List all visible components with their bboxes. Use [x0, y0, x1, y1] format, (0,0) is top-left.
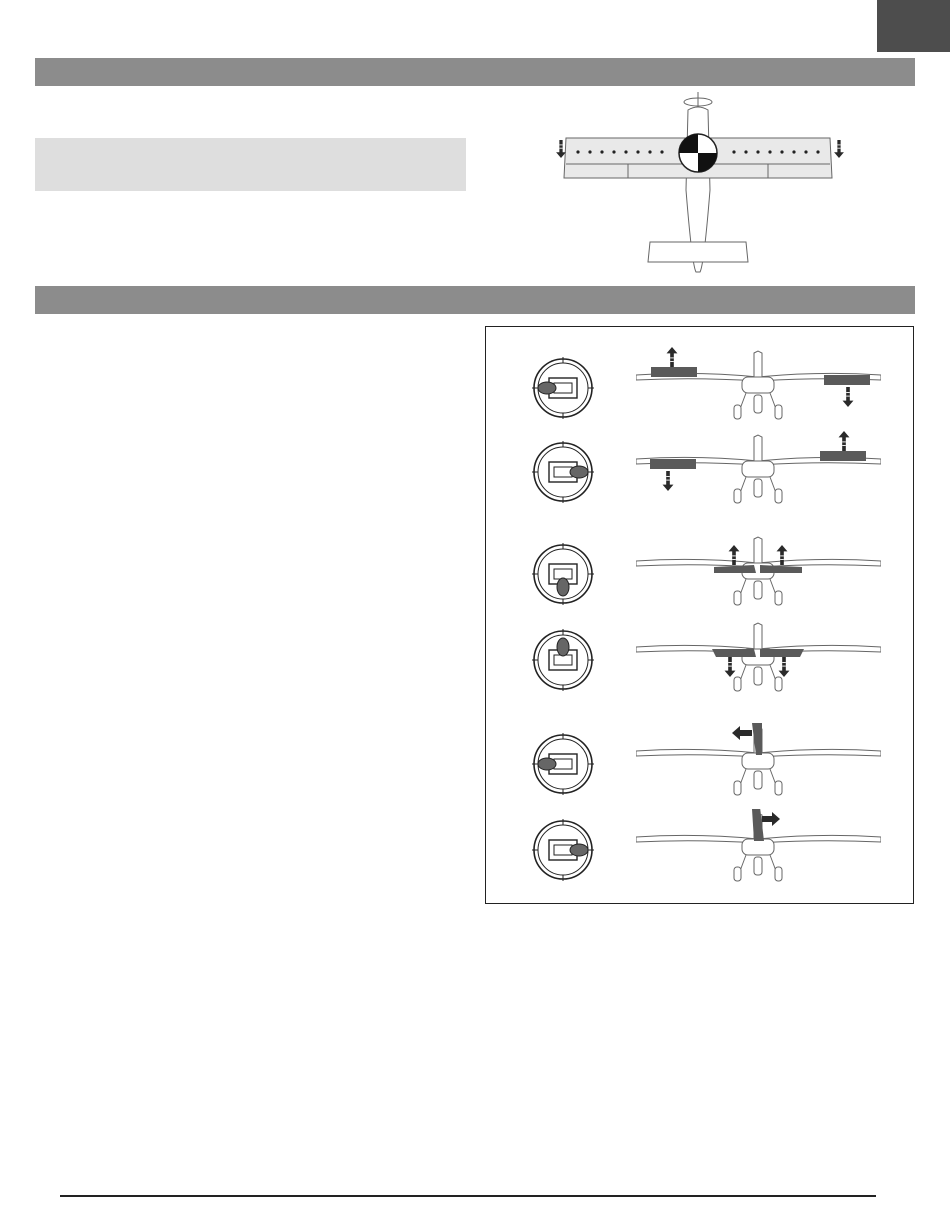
down-arrow-icon — [843, 387, 854, 407]
control-row-rudder-right — [486, 817, 915, 897]
airplane-front-view-icon — [636, 809, 881, 889]
up-arrow-icon — [667, 347, 678, 367]
transmitter-stick-left-icon — [532, 733, 594, 795]
down-arrow-icon — [779, 657, 790, 677]
left-arrow-icon — [732, 726, 752, 740]
transmitter-stick-left-icon — [532, 357, 594, 419]
elevator-left-raised — [714, 565, 756, 573]
down-arrow-icon — [556, 140, 566, 158]
right-arrow-icon — [762, 812, 780, 826]
elevator-left-lowered — [712, 649, 756, 657]
down-arrow-icon — [834, 140, 844, 158]
elevator-right-raised — [760, 565, 802, 573]
transmitter-stick-up-icon — [532, 629, 594, 691]
aileron-left-lowered — [650, 459, 696, 469]
airplane-front-view-icon — [636, 431, 881, 511]
down-arrow-icon — [663, 471, 674, 491]
airplane-front-view-icon — [636, 347, 881, 427]
aileron-right-lowered — [824, 375, 870, 385]
transmitter-stick-right-icon — [532, 819, 594, 881]
airplane-front-view-icon — [636, 619, 881, 699]
cg-balance-marker-icon — [679, 134, 717, 172]
control-row-elevator-up — [486, 541, 915, 621]
elevator-right-lowered — [760, 649, 804, 657]
control-row-rudder-left — [486, 731, 915, 811]
airplane-top-view-icon — [538, 90, 858, 280]
control-row-aileron-right — [486, 439, 915, 519]
transmitter-stick-right-icon — [532, 441, 594, 503]
down-arrow-icon — [725, 657, 736, 677]
control-direction-panel — [485, 326, 914, 904]
aileron-left-raised — [651, 367, 697, 377]
section-header-bar-1 — [35, 58, 915, 86]
control-row-elevator-down — [486, 627, 915, 707]
airplane-front-view-icon — [636, 723, 881, 803]
note-box — [35, 138, 466, 191]
up-arrow-icon — [839, 431, 850, 451]
control-row-aileron-left — [486, 355, 915, 435]
language-tab — [877, 0, 950, 52]
section-header-bar-2 — [35, 286, 915, 314]
footer-rule — [60, 1195, 876, 1197]
aileron-right-raised — [820, 451, 866, 461]
airplane-front-view-icon — [636, 533, 881, 613]
transmitter-stick-down-icon — [532, 543, 594, 605]
